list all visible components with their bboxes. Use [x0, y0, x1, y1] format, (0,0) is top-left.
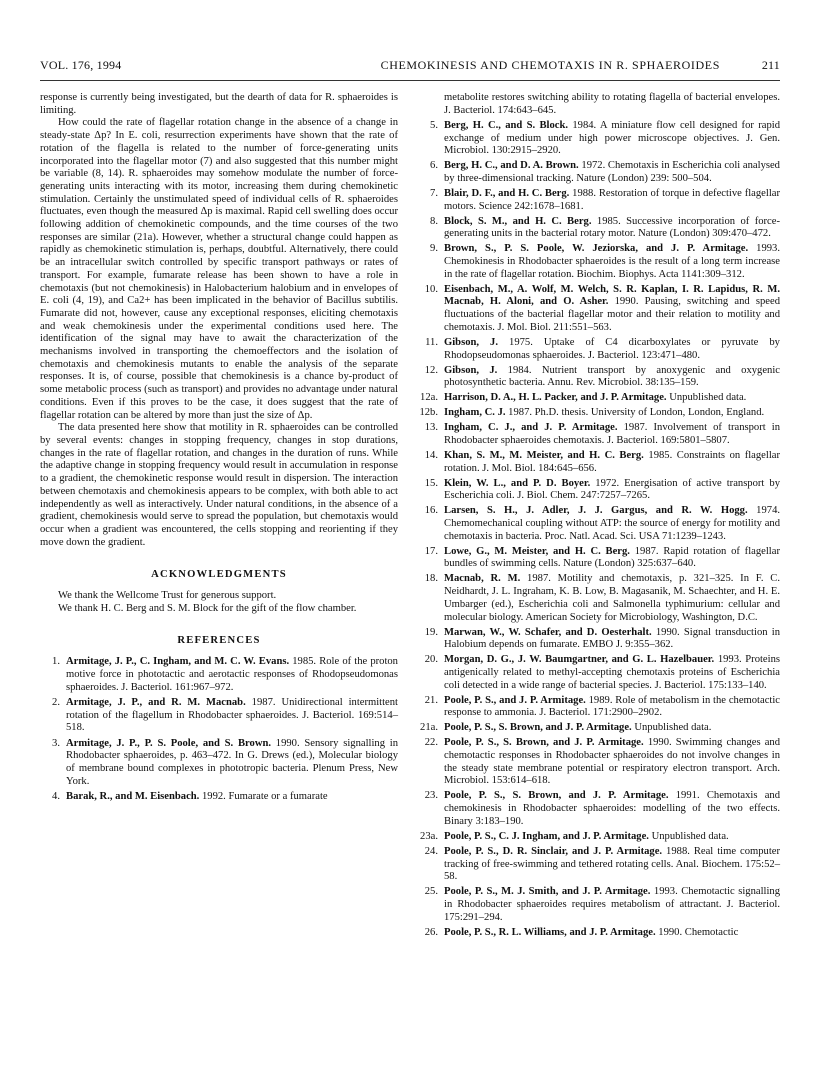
reference-authors: Poole, P. S., C. J. Ingham, and J. P. Armitage. — [444, 830, 649, 842]
reference-number: 3. — [52, 737, 60, 749]
reference-authors: Poole, P. S., S. Brown, and J. P. Armitage. — [444, 790, 669, 802]
reference-authors: Harrison, D. A., H. L. Packer, and J. P. Armitage. — [444, 392, 667, 404]
reference-entry — [418, 573, 780, 624]
reference-authors: Poole, P. S., and J. P. Armitage. — [444, 694, 586, 706]
reference-entry — [418, 722, 780, 735]
body-paragraph: The data presented here show that motility in R. sphaeroides can be controlled by several events: changes in stopping frequency, changes in stop durations, changes in the rate of flagellar rotation, and changes in the duration of runs. While the adaptive change in stopping frequency would result in accumulation in response to a gradient, the chemokinetic response would result in dispersion. The interaction between chemotaxis and chemokinesis appears to be complex, with both able to act independently as well as interactively. Under natural conditions, in the absence of a gradient, chemokinesis would serve to spread the population, but chemotaxis would occur when a gradient was encountered, the cells stopping and reorienting if they move down the gradient. — [40, 422, 398, 548]
reference-text: 1985. Constraints on flagellar rotation. J. Mol. Biol. 184:645–656. — [444, 449, 780, 474]
reference-number: 12a. — [420, 392, 438, 404]
reference-authors: Eisenbach, M., A. Wolf, M. Welch, S. R. Kaplan, I. R. Lapidus, R. M. Macnab, H. Aloni, and O. Asher. — [444, 283, 780, 308]
reference-authors: Macnab, R. M. — [444, 573, 521, 585]
references-heading: REFERENCES — [177, 635, 261, 647]
reference-authors: Berg, H. C., and S. Block. — [444, 119, 569, 131]
reference-entry — [418, 654, 780, 692]
reference-list-right — [418, 120, 780, 940]
reference-authors: Blair, D. F., and H. C. Berg. — [444, 187, 570, 199]
reference-text: 1987. Unidirectional intermittent rotation of the flagellum in Rhodobacter sphaeroides. J. Bacteriol. 169:514–518. — [66, 696, 398, 734]
reference-continuation: metabolite restores switching ability to rotating flagella of bacterial envelopes. J. Bacteriol. 174:643–645. — [444, 92, 780, 116]
reference-text: 1987. Involvement of transport in Rhodobacter sphaeroides chemotaxis. J. Bacteriol. 169:5801–5807. — [444, 422, 780, 446]
reference-number: 8. — [430, 215, 438, 227]
reference-text: Unpublished data. — [651, 830, 729, 842]
reference-authors: Poole, P. S., S. Brown, and J. P. Armitage. — [444, 722, 632, 734]
reference-number: 12. — [424, 364, 438, 376]
reference-number: 2. — [52, 696, 60, 708]
reference-number: 12b. — [419, 407, 438, 419]
reference-number: 18. — [424, 573, 438, 585]
reference-text: 1990. Swimming changes and chemotactic responses in Rhodobacter sphaeroides do not involve changes in the steady state membrane potential or respiratory electron transport. Arch. Microbiol. 153:614–618. — [444, 737, 781, 787]
reference-text: 1988. Real time computer tracking of free-swimming and tethered rotating cells. Anal. Biochem. 175:52–58. — [444, 845, 781, 883]
reference-authors: Klein, W. L., and P. D. Boyer. — [444, 477, 591, 489]
reference-number: 21a. — [420, 722, 438, 734]
reference-entry — [418, 120, 780, 158]
reference-number: 24. — [424, 845, 438, 857]
running-title: CHEMOKINESIS AND CHEMOTAXIS IN R. SPHAEROIDES — [380, 58, 720, 72]
reference-authors: Poole, P. S., R. L. Williams, and J. P. Armitage. — [444, 926, 656, 938]
reference-entry — [418, 546, 780, 571]
reference-number: 6. — [430, 160, 438, 172]
reference-number: 23. — [424, 790, 438, 802]
reference-entry — [418, 831, 780, 844]
running-header — [40, 56, 780, 76]
reference-text: 1987. Rapid rotation of flagellar bundles of swimming cells. Nature (London) 325:637–640. — [444, 545, 780, 570]
reference-entry — [418, 927, 780, 940]
reference-authors: Gibson, J. — [444, 364, 498, 376]
reference-entry — [418, 737, 780, 788]
reference-authors: Ingham, C. J., and J. P. Armitage. — [444, 422, 618, 434]
reference-number: 16. — [424, 505, 438, 517]
reference-authors: Brown, S., P. S. Poole, W. Jeziorska, and J. P. Armitage. — [444, 243, 749, 255]
reference-text: 1988. Restoration of torque in defective flagellar motors. Science 242:1678–1681. — [444, 187, 780, 212]
reference-text: 1993. Proteins antigenically related to methyl-accepting chemotaxis proteins of Escherichia coli detected in a wide range of bacterial species. J. Bacteriol. 175:133–140. — [444, 654, 780, 691]
reference-text: 1984. A miniature flow cell designed for rapid exchange of medium under high power microscope objectives. J. Gen. Microbiol. 130:2915–2920. — [444, 119, 780, 157]
reference-number: 26. — [424, 926, 438, 938]
reference-number: 21. — [424, 694, 438, 706]
reference-entry — [40, 738, 398, 789]
reference-text: 1975. Uptake of C4 dicarboxylates or pyruvate by Rhodopseudomonas sphaeroides. J. Bacteriol. 123:471–480. — [444, 336, 780, 361]
reference-authors: Marwan, W., W. Schafer, and D. Oesterhalt. — [444, 626, 652, 638]
reference-text: 1990. Pausing, switching and speed fluctuations of the bacterial flagellar motor and their relation to motility and chemotaxis. J. Mol. Biol. 211:551–563. — [444, 296, 780, 333]
reference-number: 22. — [424, 737, 438, 749]
reference-entry — [418, 188, 780, 213]
reference-entry — [40, 656, 398, 694]
reference-entry — [418, 450, 780, 475]
reference-number: 5. — [430, 119, 438, 131]
reference-list-left — [40, 656, 398, 804]
reference-text: 1985. Successive incorporation of force-generating units in the bacterial rotary motor. Nature (London) 309:470–472. — [444, 215, 780, 240]
reference-number: 1. — [52, 656, 60, 668]
reference-authors: Lowe, G., M. Meister, and H. C. Berg. — [444, 545, 630, 557]
reference-entry — [418, 695, 780, 720]
reference-authors: Gibson, J. — [444, 336, 498, 348]
acknowledgments-heading: ACKNOWLEDGMENTS — [151, 569, 287, 581]
reference-text: Unpublished data. — [634, 722, 712, 734]
reference-entry — [418, 407, 780, 420]
reference-authors: Block, S. M., and H. C. Berg. — [444, 215, 592, 227]
body-paragraph: How could the rate of flagellar rotation change in the absence of a change in steady-state Δp? In E. coli, resurrection experiments have shown that the rate of rotation of the flagella is related to the number of force-generating units incorporated into the flagellar motor (7) and also suggested that this number might be variable (8, 14). R. sphaeroides may somehow modulate the number of force-generating units interacting with its motor, increasing them during chemokinetic stimulation. Certainly the unstimulated speed of individual cells of R. sphaeroides fluctuates, even though the measured Δp is maximal. Rapid cell swelling does occur following addition of chemokinetic compounds, and the time courses of the two responses are similar (21a). However, whether a structural change could happen as rapidly as chemokinetic stimulation is, perhaps, doubtful. Alternatively, there could be an intracellular switch controlled by specific transport pathways or rates of transport. For example, fumarate release has been shown to have a role in chemotaxis (but not chemokinesis) in Halobacterium halobium and in envelopes of E. coli (4, 19), and Ca2+ has been implicated in the behavior of Bacillus subtilis. Fumarate did not, however, cause any exceptional responses, eliciting chemotaxis and weak chemokinesis under the experimental conditions used here. The identification of the signal may have to await the characterization of the mechanisms involved in transporting the chemoeffectors and the isolation of chemotaxis and chemokinesis mutants to enable the analysis of the separate responses. It is, of course, possible that chemokinesis is a chance by-product of some metabolic process (such as transport) and provides no advantage under natural conditions. Even if this proves to be the case, it does suggest that the rate of flagellar rotation can be altered by more than just the size of Δp. — [40, 117, 398, 421]
reference-authors: Barak, R., and M. Eisenbach. — [66, 790, 200, 802]
reference-authors: Khan, S. M., M. Meister, and H. C. Berg. — [444, 449, 644, 461]
reference-entry — [418, 243, 780, 281]
reference-entry — [418, 365, 780, 390]
reference-entry — [40, 697, 398, 735]
reference-text: 1993. Chemotactic signalling in Rhodobacter sphaeroides requires metabolism of attractant. J. Bacteriol. 175:291–294. — [444, 886, 780, 923]
reference-entry — [418, 216, 780, 241]
reference-text: 1974. Chemomechanical coupling without ATP: the source of energy for motility and chemotaxis in bacteria. Proc. Natl. Acad. Sci. USA 71:1239–1243. — [444, 505, 781, 542]
reference-number: 15. — [424, 477, 438, 489]
reference-number: 25. — [424, 886, 438, 898]
reference-number: 9. — [430, 243, 438, 255]
reference-number: 13. — [424, 422, 438, 434]
volume-label: VOL. 176, 1994 — [40, 58, 122, 72]
reference-number: 23a. — [420, 830, 438, 842]
reference-entry — [418, 422, 780, 447]
reference-entry — [418, 790, 780, 828]
reference-text: 1992. Fumarate or a fumarate — [201, 790, 328, 802]
reference-text: 1990. Sensory signalling in Rhodobacter sphaeroides, p. 463–472. In G. Drews (ed.), Molecular biology of membrane bound complexes in phototropic bacteria. Plenum Press, New York. — [66, 737, 398, 787]
reference-authors: Poole, P. S., D. R. Sinclair, and J. P. Armitage. — [444, 845, 663, 857]
reference-text: 1984. Nutrient transport by anoxygenic and oxygenic photosynthetic bacteria. Annu. Rev. Microbiol. 38:135–159. — [444, 364, 780, 389]
reference-text: 1990. Signal transduction in Halobium depends on fumarate. EMBO J. 9:355–362. — [444, 626, 780, 651]
reference-number: 11. — [425, 336, 438, 348]
acknowledgment-line: We thank the Wellcome Trust for generous support. — [58, 590, 277, 602]
reference-authors: Larsen, S. H., J. Adler, J. J. Gargus, and R. W. Hogg. — [444, 505, 748, 517]
reference-authors: Berg, H. C., and D. A. Brown. — [444, 160, 579, 172]
reference-entry — [40, 791, 398, 804]
reference-authors: Poole, P. S., M. J. Smith, and J. P. Armitage. — [444, 886, 651, 898]
reference-text: 1993. Chemokinesis in Rhodobacter sphaeroides is the result of a long term increase in the rate of flagellar rotation. Biochim. Biophys. Acta 1141:309–312. — [444, 243, 780, 280]
reference-authors: Ingham, C. J. — [444, 407, 506, 419]
reference-number: 20. — [424, 654, 438, 666]
header-rule — [40, 80, 780, 81]
reference-entry — [418, 337, 780, 362]
reference-text: 1972. Chemotaxis in Escherichia coli analysed by three-dimensional tracking. Nature (London) 239: 500–504. — [444, 160, 780, 184]
reference-entry — [418, 886, 780, 924]
reference-number: 17. — [424, 545, 438, 557]
reference-text: 1985. Role of the proton motive force in phototactic and aerotactic responses of Rhodopseudomonas sphaeroides. J. Bacteriol. 161:967–972. — [66, 656, 398, 693]
reference-text: 1987. Ph.D. thesis. University of London, London, England. — [508, 407, 765, 419]
reference-text: 1987. Motility and chemotaxis, p. 321–325. In F. C. Neidhardt, J. L. Ingraham, K. B. Low, B. Magasanik, M. Schaechter, and H. E. Umbarger (ed.), Escherichia coli and Salmonella typhimurium: cellular and molecular biology. American Society for Microbiology, Washington, D.C. — [444, 573, 780, 623]
reference-number: 10. — [424, 283, 438, 295]
acknowledgment-line: We thank H. C. Berg and S. M. Block for the gift of the flow chamber. — [58, 602, 357, 614]
reference-entry — [418, 505, 780, 543]
reference-text: 1990. Chemotactic — [658, 926, 739, 938]
reference-number: 7. — [430, 187, 438, 199]
reference-authors: Poole, P. S., S. Brown, and J. P. Armitage. — [444, 737, 644, 749]
reference-entry — [418, 392, 780, 405]
reference-text: Unpublished data. — [669, 392, 747, 404]
right-column — [418, 92, 780, 942]
left-column — [40, 92, 398, 806]
reference-number: 19. — [424, 626, 438, 638]
reference-number: 4. — [52, 790, 60, 802]
reference-number: 14. — [424, 449, 438, 461]
reference-entry — [418, 846, 780, 884]
reference-authors: Morgan, D. G., J. W. Baumgartner, and G. L. Hazelbauer. — [444, 654, 715, 666]
reference-entry — [418, 627, 780, 652]
reference-text: 1972. Energisation of active transport by Escherichia coli. J. Biol. Chem. 247:7257–7265. — [444, 477, 780, 502]
body-paragraph: response is currently being investigated, but the dearth of data for R. sphaeroides is limiting. — [40, 92, 398, 116]
reference-text: 1989. Role of metabolism in the chemotactic response to ammonia. J. Bacteriol. 171:2900–2902. — [444, 694, 780, 719]
reference-authors: Armitage, J. P., C. Ingham, and M. C. W. Evans. — [66, 656, 290, 668]
reference-authors: Armitage, J. P., and R. M. Macnab. — [66, 696, 246, 708]
page-number: 211 — [761, 58, 780, 72]
reference-authors: Armitage, J. P., P. S. Poole, and S. Brown. — [66, 737, 272, 749]
reference-entry — [418, 284, 780, 335]
reference-text: 1991. Chemotaxis and chemokinesis in Rhodobacter sphaeroides: modelling of the two effects. Binary 3:183–190. — [444, 790, 780, 827]
reference-entry — [418, 478, 780, 503]
reference-entry — [418, 160, 780, 185]
